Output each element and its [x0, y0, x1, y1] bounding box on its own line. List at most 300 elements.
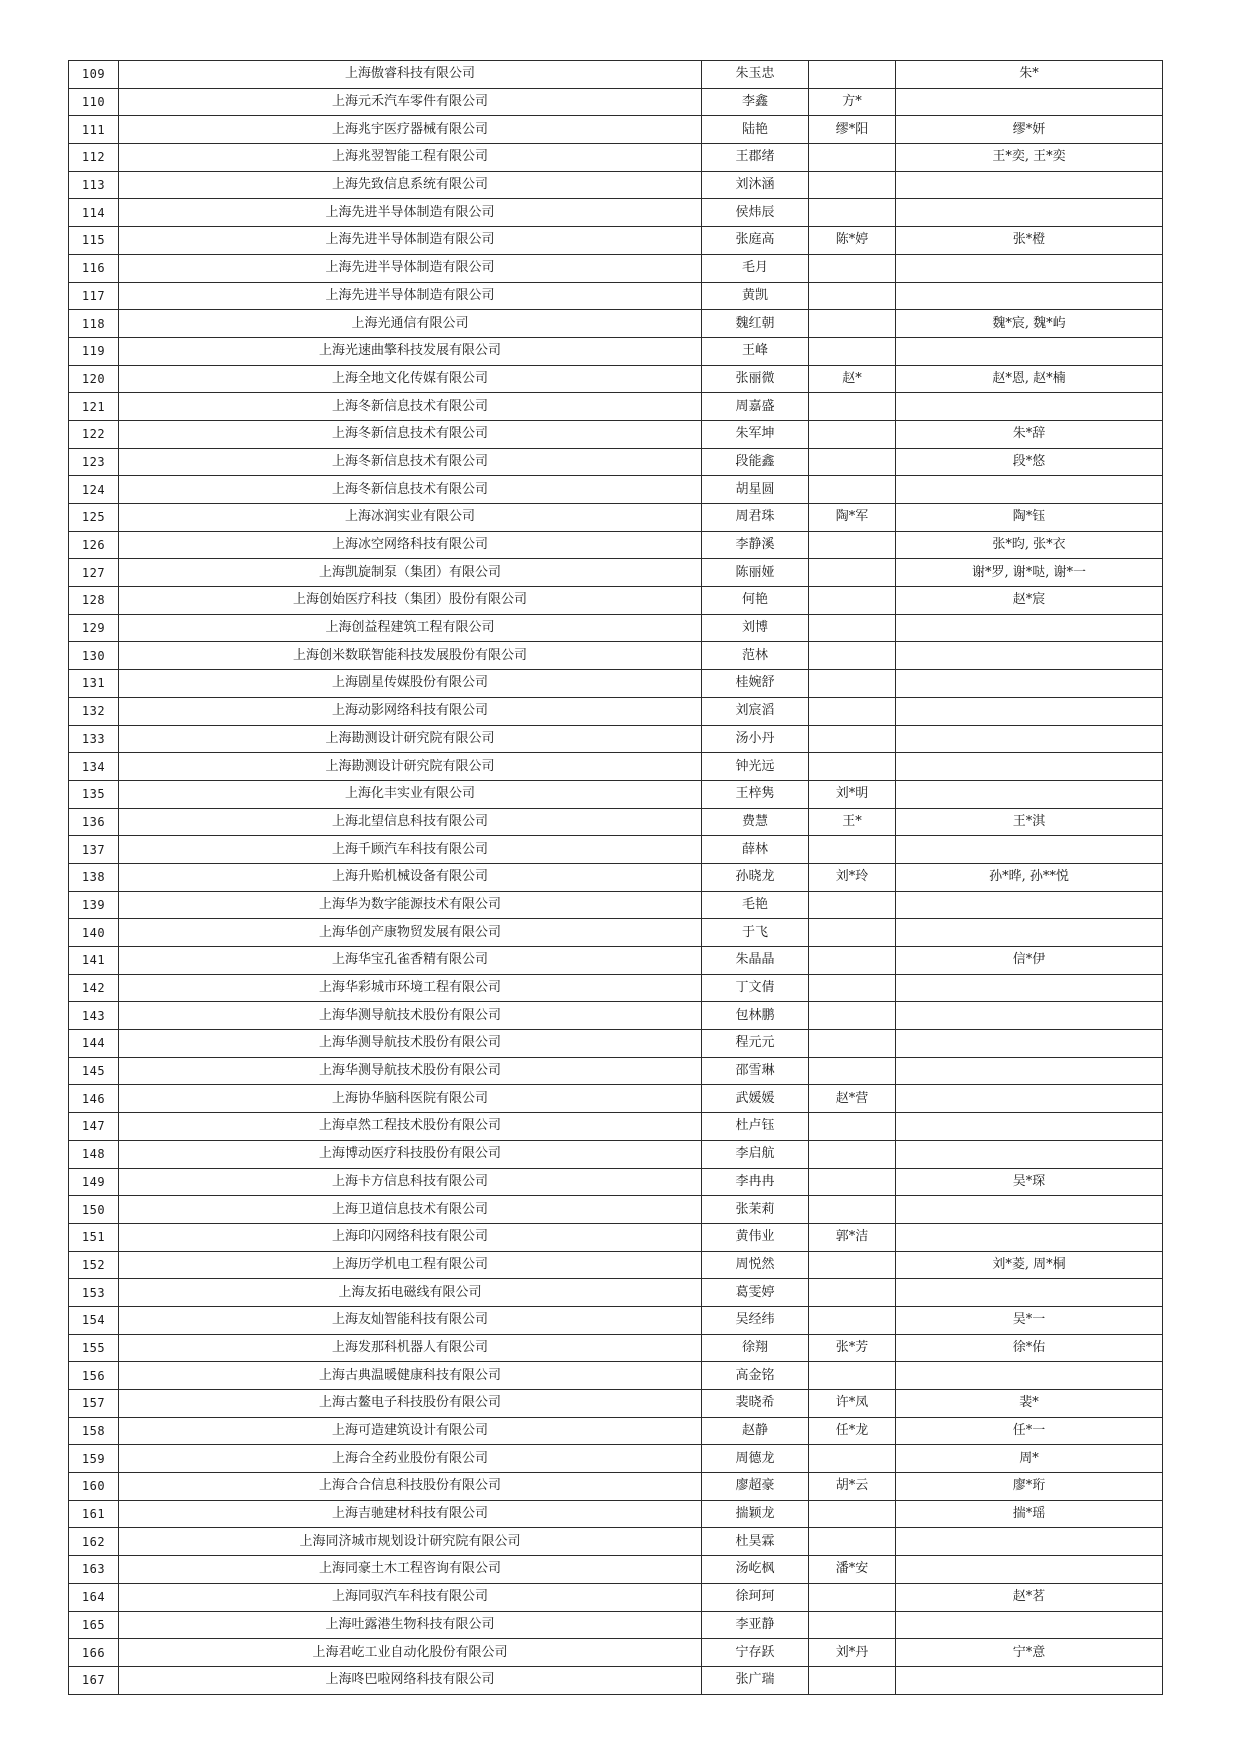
row-number-cell: 146	[69, 1085, 119, 1113]
person-name-cell: 于飞	[702, 919, 809, 947]
company-name-cell: 上海华宝孔雀香精有限公司	[119, 947, 702, 975]
row-number-cell: 156	[69, 1362, 119, 1390]
person-name-cell: 高金铭	[702, 1362, 809, 1390]
table-row	[69, 1556, 1163, 1584]
children-names-cell	[896, 88, 1163, 116]
row-number-cell: 163	[69, 1556, 119, 1584]
person-name-cell: 邵雪琳	[702, 1057, 809, 1085]
table-row	[69, 1334, 1163, 1362]
company-name-cell: 上海剧星传媒股份有限公司	[119, 670, 702, 698]
table-row	[69, 587, 1163, 615]
children-names-cell	[896, 919, 1163, 947]
company-name-cell: 上海冰空网络科技有限公司	[119, 531, 702, 559]
person-name-cell: 周悦然	[702, 1251, 809, 1279]
spouse-name-cell	[809, 891, 896, 919]
spouse-name-cell: 陈*婷	[809, 227, 896, 255]
person-name-cell: 徐翔	[702, 1334, 809, 1362]
spouse-name-cell: 王*	[809, 808, 896, 836]
company-name-cell: 上海动影网络科技有限公司	[119, 697, 702, 725]
person-name-cell: 宁存跃	[702, 1639, 809, 1667]
spouse-name-cell	[809, 1196, 896, 1224]
person-name-cell: 钟光远	[702, 753, 809, 781]
company-name-cell: 上海创始医疗科技（集团）股份有限公司	[119, 587, 702, 615]
spouse-name-cell	[809, 1362, 896, 1390]
row-number-cell: 122	[69, 420, 119, 448]
table-row	[69, 891, 1163, 919]
person-name-cell: 费慧	[702, 808, 809, 836]
spouse-name-cell	[809, 1583, 896, 1611]
row-number-cell: 136	[69, 808, 119, 836]
spouse-name-cell: 刘*丹	[809, 1639, 896, 1667]
row-number-cell: 126	[69, 531, 119, 559]
company-name-cell: 上海卫道信息技术有限公司	[119, 1196, 702, 1224]
table-row	[69, 808, 1163, 836]
company-name-cell: 上海古鳌电子科技股份有限公司	[119, 1390, 702, 1418]
row-number-cell: 148	[69, 1140, 119, 1168]
company-name-cell: 上海合合信息科技股份有限公司	[119, 1473, 702, 1501]
table-row	[69, 974, 1163, 1002]
person-name-cell: 侯炜辰	[702, 199, 809, 227]
person-name-cell: 王峰	[702, 337, 809, 365]
children-names-cell: 宁*意	[896, 1639, 1163, 1667]
table-row	[69, 1390, 1163, 1418]
person-name-cell: 汤小丹	[702, 725, 809, 753]
roster-table-body	[69, 61, 1163, 1695]
row-number-cell: 124	[69, 476, 119, 504]
company-name-cell: 上海友拓电磁线有限公司	[119, 1279, 702, 1307]
person-name-cell: 黄伟业	[702, 1223, 809, 1251]
person-name-cell: 张丽微	[702, 365, 809, 393]
children-names-cell	[896, 891, 1163, 919]
children-names-cell	[896, 1223, 1163, 1251]
children-names-cell: 孙*晔, 孙**悦	[896, 863, 1163, 891]
row-number-cell: 118	[69, 310, 119, 338]
row-number-cell: 160	[69, 1473, 119, 1501]
row-number-cell: 166	[69, 1639, 119, 1667]
children-names-cell: 廖*珩	[896, 1473, 1163, 1501]
table-row	[69, 1473, 1163, 1501]
table-row	[69, 780, 1163, 808]
person-name-cell: 丁文倩	[702, 974, 809, 1002]
row-number-cell: 134	[69, 753, 119, 781]
spouse-name-cell: 缪*阳	[809, 116, 896, 144]
person-name-cell: 何艳	[702, 587, 809, 615]
table-row	[69, 697, 1163, 725]
spouse-name-cell	[809, 947, 896, 975]
table-row	[69, 144, 1163, 172]
children-names-cell: 魏*宸, 魏*屿	[896, 310, 1163, 338]
table-row	[69, 1500, 1163, 1528]
table-row	[69, 254, 1163, 282]
children-names-cell: 陶*钰	[896, 504, 1163, 532]
row-number-cell: 144	[69, 1030, 119, 1058]
person-name-cell: 毛艳	[702, 891, 809, 919]
person-name-cell: 王梓隽	[702, 780, 809, 808]
row-number-cell: 120	[69, 365, 119, 393]
children-names-cell	[896, 614, 1163, 642]
company-name-cell: 上海先进半导体制造有限公司	[119, 199, 702, 227]
table-row	[69, 1168, 1163, 1196]
spouse-name-cell	[809, 1140, 896, 1168]
spouse-name-cell	[809, 1057, 896, 1085]
company-name-cell: 上海发那科机器人有限公司	[119, 1334, 702, 1362]
company-name-cell: 上海兆翌智能工程有限公司	[119, 144, 702, 172]
row-number-cell: 152	[69, 1251, 119, 1279]
table-row	[69, 1417, 1163, 1445]
company-name-cell: 上海咚巴啦网络科技有限公司	[119, 1666, 702, 1694]
row-number-cell: 159	[69, 1445, 119, 1473]
row-number-cell: 117	[69, 282, 119, 310]
company-name-cell: 上海同豪土木工程咨询有限公司	[119, 1556, 702, 1584]
company-name-cell: 上海升贻机械设备有限公司	[119, 863, 702, 891]
company-name-cell: 上海华测导航技术股份有限公司	[119, 1030, 702, 1058]
company-name-cell: 上海傲睿科技有限公司	[119, 61, 702, 89]
row-number-cell: 110	[69, 88, 119, 116]
person-name-cell: 薛林	[702, 836, 809, 864]
spouse-name-cell	[809, 1002, 896, 1030]
spouse-name-cell	[809, 919, 896, 947]
company-name-cell: 上海吐露港生物科技有限公司	[119, 1611, 702, 1639]
children-names-cell	[896, 1140, 1163, 1168]
person-name-cell: 张广瑞	[702, 1666, 809, 1694]
row-number-cell: 141	[69, 947, 119, 975]
table-row	[69, 365, 1163, 393]
person-name-cell: 范林	[702, 642, 809, 670]
row-number-cell: 121	[69, 393, 119, 421]
company-name-cell: 上海千顾汽车科技有限公司	[119, 836, 702, 864]
children-names-cell	[896, 780, 1163, 808]
spouse-name-cell	[809, 697, 896, 725]
row-number-cell: 127	[69, 559, 119, 587]
table-row	[69, 531, 1163, 559]
row-number-cell: 138	[69, 863, 119, 891]
company-name-cell: 上海卓然工程技术股份有限公司	[119, 1113, 702, 1141]
company-name-cell: 上海博动医疗科技股份有限公司	[119, 1140, 702, 1168]
company-name-cell: 上海印闪网络科技有限公司	[119, 1223, 702, 1251]
spouse-name-cell	[809, 476, 896, 504]
spouse-name-cell: 赵*	[809, 365, 896, 393]
spouse-name-cell	[809, 1666, 896, 1694]
table-row	[69, 559, 1163, 587]
company-name-cell: 上海凯旋制泵（集团）有限公司	[119, 559, 702, 587]
spouse-name-cell	[809, 559, 896, 587]
children-names-cell: 信*伊	[896, 947, 1163, 975]
table-row	[69, 504, 1163, 532]
spouse-name-cell	[809, 836, 896, 864]
company-name-cell: 上海华为数字能源技术有限公司	[119, 891, 702, 919]
person-name-cell: 陆艳	[702, 116, 809, 144]
person-name-cell: 朱玉忠	[702, 61, 809, 89]
table-row	[69, 753, 1163, 781]
company-name-cell: 上海卡方信息科技有限公司	[119, 1168, 702, 1196]
company-name-cell: 上海华彩城市环境工程有限公司	[119, 974, 702, 1002]
spouse-name-cell	[809, 531, 896, 559]
children-names-cell	[896, 670, 1163, 698]
row-number-cell: 129	[69, 614, 119, 642]
children-names-cell	[896, 199, 1163, 227]
company-name-cell: 上海华创产康物贸发展有限公司	[119, 919, 702, 947]
person-name-cell: 张庭高	[702, 227, 809, 255]
person-name-cell: 王郡绪	[702, 144, 809, 172]
table-row	[69, 337, 1163, 365]
table-row	[69, 116, 1163, 144]
row-number-cell: 150	[69, 1196, 119, 1224]
children-names-cell	[896, 1611, 1163, 1639]
person-name-cell: 李冉冉	[702, 1168, 809, 1196]
row-number-cell: 145	[69, 1057, 119, 1085]
children-names-cell	[896, 1666, 1163, 1694]
person-name-cell: 刘沐涵	[702, 171, 809, 199]
person-name-cell: 李静溪	[702, 531, 809, 559]
spouse-name-cell	[809, 61, 896, 89]
row-number-cell: 132	[69, 697, 119, 725]
company-name-cell: 上海吉驰建材科技有限公司	[119, 1500, 702, 1528]
children-names-cell	[896, 1113, 1163, 1141]
row-number-cell: 161	[69, 1500, 119, 1528]
row-number-cell: 151	[69, 1223, 119, 1251]
children-names-cell: 吴*一	[896, 1306, 1163, 1334]
table-row	[69, 1279, 1163, 1307]
children-names-cell	[896, 836, 1163, 864]
person-name-cell: 魏红朝	[702, 310, 809, 338]
table-row	[69, 393, 1163, 421]
person-name-cell: 杜卢钰	[702, 1113, 809, 1141]
spouse-name-cell	[809, 254, 896, 282]
person-name-cell: 武媛媛	[702, 1085, 809, 1113]
company-name-cell: 上海古典温暖健康科技有限公司	[119, 1362, 702, 1390]
company-name-cell: 上海可造建筑设计有限公司	[119, 1417, 702, 1445]
row-number-cell: 154	[69, 1306, 119, 1334]
children-names-cell: 王*奕, 王*奕	[896, 144, 1163, 172]
company-name-cell: 上海冬新信息技术有限公司	[119, 476, 702, 504]
spouse-name-cell	[809, 642, 896, 670]
table-row	[69, 310, 1163, 338]
table-row	[69, 725, 1163, 753]
table-row	[69, 1528, 1163, 1556]
company-name-cell: 上海兆宇医疗器械有限公司	[119, 116, 702, 144]
spouse-name-cell	[809, 1500, 896, 1528]
children-names-cell	[896, 254, 1163, 282]
company-name-cell: 上海北望信息科技有限公司	[119, 808, 702, 836]
children-names-cell: 王*淇	[896, 808, 1163, 836]
person-name-cell: 裴晓希	[702, 1390, 809, 1418]
spouse-name-cell	[809, 1445, 896, 1473]
company-name-cell: 上海创益程建筑工程有限公司	[119, 614, 702, 642]
table-row	[69, 1666, 1163, 1694]
table-row	[69, 1085, 1163, 1113]
person-name-cell: 包林鹏	[702, 1002, 809, 1030]
row-number-cell: 147	[69, 1113, 119, 1141]
children-names-cell	[896, 171, 1163, 199]
table-row	[69, 476, 1163, 504]
person-name-cell: 段能鑫	[702, 448, 809, 476]
company-name-cell: 上海华测导航技术股份有限公司	[119, 1057, 702, 1085]
table-row	[69, 1251, 1163, 1279]
children-names-cell	[896, 725, 1163, 753]
person-name-cell: 李鑫	[702, 88, 809, 116]
person-name-cell: 刘宸滔	[702, 697, 809, 725]
spouse-name-cell: 刘*玲	[809, 863, 896, 891]
table-row	[69, 282, 1163, 310]
row-number-cell: 137	[69, 836, 119, 864]
row-number-cell: 164	[69, 1583, 119, 1611]
company-name-cell: 上海同济城市规划设计研究院有限公司	[119, 1528, 702, 1556]
person-name-cell: 黄凯	[702, 282, 809, 310]
row-number-cell: 112	[69, 144, 119, 172]
children-names-cell: 徐*佑	[896, 1334, 1163, 1362]
company-name-cell: 上海冬新信息技术有限公司	[119, 393, 702, 421]
table-row	[69, 1223, 1163, 1251]
spouse-name-cell	[809, 614, 896, 642]
table-row	[69, 614, 1163, 642]
person-name-cell: 汤屹枫	[702, 1556, 809, 1584]
spouse-name-cell: 方*	[809, 88, 896, 116]
table-row	[69, 670, 1163, 698]
children-names-cell	[896, 337, 1163, 365]
table-row	[69, 171, 1163, 199]
spouse-name-cell: 胡*云	[809, 1473, 896, 1501]
spouse-name-cell	[809, 587, 896, 615]
table-row	[69, 1140, 1163, 1168]
company-name-cell: 上海历学机电工程有限公司	[119, 1251, 702, 1279]
table-row	[69, 448, 1163, 476]
spouse-name-cell	[809, 393, 896, 421]
children-names-cell: 朱*	[896, 61, 1163, 89]
person-name-cell: 李亚静	[702, 1611, 809, 1639]
children-names-cell	[896, 1030, 1163, 1058]
spouse-name-cell	[809, 1528, 896, 1556]
spouse-name-cell	[809, 1611, 896, 1639]
row-number-cell: 114	[69, 199, 119, 227]
person-name-cell: 周德龙	[702, 1445, 809, 1473]
person-name-cell: 周君珠	[702, 504, 809, 532]
spouse-name-cell	[809, 670, 896, 698]
person-name-cell: 朱晶晶	[702, 947, 809, 975]
company-name-cell: 上海全地文化传媒有限公司	[119, 365, 702, 393]
row-number-cell: 143	[69, 1002, 119, 1030]
person-name-cell: 葛雯婷	[702, 1279, 809, 1307]
children-names-cell: 朱*辞	[896, 420, 1163, 448]
person-name-cell: 赵静	[702, 1417, 809, 1445]
company-name-cell: 上海光通信有限公司	[119, 310, 702, 338]
children-names-cell	[896, 393, 1163, 421]
row-number-cell: 116	[69, 254, 119, 282]
children-names-cell	[896, 282, 1163, 310]
spouse-name-cell: 潘*安	[809, 1556, 896, 1584]
children-names-cell: 赵*恩, 赵*楠	[896, 365, 1163, 393]
row-number-cell: 113	[69, 171, 119, 199]
row-number-cell: 155	[69, 1334, 119, 1362]
table-row	[69, 88, 1163, 116]
spouse-name-cell	[809, 1279, 896, 1307]
spouse-name-cell	[809, 1030, 896, 1058]
company-name-cell: 上海冬新信息技术有限公司	[119, 448, 702, 476]
children-names-cell	[896, 476, 1163, 504]
row-number-cell: 125	[69, 504, 119, 532]
children-names-cell	[896, 1279, 1163, 1307]
company-name-cell: 上海先进半导体制造有限公司	[119, 282, 702, 310]
person-name-cell: 揣颖龙	[702, 1500, 809, 1528]
person-name-cell: 桂婉舒	[702, 670, 809, 698]
children-names-cell: 周*	[896, 1445, 1163, 1473]
person-name-cell: 刘博	[702, 614, 809, 642]
table-row	[69, 1611, 1163, 1639]
table-row	[69, 1113, 1163, 1141]
table-row	[69, 1639, 1163, 1667]
table-row	[69, 1030, 1163, 1058]
spouse-name-cell: 赵*营	[809, 1085, 896, 1113]
children-names-cell: 张*橙	[896, 227, 1163, 255]
spouse-name-cell	[809, 1113, 896, 1141]
company-name-cell: 上海创米数联智能科技发展股份有限公司	[119, 642, 702, 670]
children-names-cell	[896, 1085, 1163, 1113]
row-number-cell: 131	[69, 670, 119, 698]
spouse-name-cell	[809, 1306, 896, 1334]
spouse-name-cell	[809, 144, 896, 172]
row-number-cell: 149	[69, 1168, 119, 1196]
table-row	[69, 1306, 1163, 1334]
row-number-cell: 167	[69, 1666, 119, 1694]
row-number-cell: 111	[69, 116, 119, 144]
company-name-cell: 上海同驭汽车科技有限公司	[119, 1583, 702, 1611]
person-name-cell: 张茉莉	[702, 1196, 809, 1224]
children-names-cell	[896, 642, 1163, 670]
row-number-cell: 158	[69, 1417, 119, 1445]
row-number-cell: 130	[69, 642, 119, 670]
person-name-cell: 程元元	[702, 1030, 809, 1058]
spouse-name-cell	[809, 725, 896, 753]
company-name-cell: 上海先进半导体制造有限公司	[119, 227, 702, 255]
spouse-name-cell	[809, 753, 896, 781]
row-number-cell: 165	[69, 1611, 119, 1639]
row-number-cell: 157	[69, 1390, 119, 1418]
table-row	[69, 1445, 1163, 1473]
table-row	[69, 642, 1163, 670]
table-row	[69, 420, 1163, 448]
company-name-cell: 上海君屹工业自动化股份有限公司	[119, 1639, 702, 1667]
company-name-cell: 上海华测导航技术股份有限公司	[119, 1002, 702, 1030]
children-names-cell: 谢*罗, 谢*哒, 谢*一	[896, 559, 1163, 587]
children-names-cell: 刘*菱, 周*桐	[896, 1251, 1163, 1279]
children-names-cell: 吴*琛	[896, 1168, 1163, 1196]
company-name-cell: 上海冰润实业有限公司	[119, 504, 702, 532]
table-row	[69, 1362, 1163, 1390]
table-row	[69, 947, 1163, 975]
row-number-cell: 153	[69, 1279, 119, 1307]
table-row	[69, 61, 1163, 89]
person-name-cell: 杜昊霖	[702, 1528, 809, 1556]
children-names-cell: 缪*妍	[896, 116, 1163, 144]
company-name-cell: 上海元禾汽车零件有限公司	[119, 88, 702, 116]
company-name-cell: 上海先致信息系统有限公司	[119, 171, 702, 199]
company-name-cell: 上海合全药业股份有限公司	[119, 1445, 702, 1473]
row-number-cell: 128	[69, 587, 119, 615]
children-names-cell: 张*昀, 张*衣	[896, 531, 1163, 559]
spouse-name-cell	[809, 171, 896, 199]
children-names-cell: 赵*茗	[896, 1583, 1163, 1611]
row-number-cell: 109	[69, 61, 119, 89]
person-name-cell: 周嘉盛	[702, 393, 809, 421]
children-names-cell	[896, 1362, 1163, 1390]
person-name-cell: 吴经纬	[702, 1306, 809, 1334]
company-name-cell: 上海友灿智能科技有限公司	[119, 1306, 702, 1334]
table-row	[69, 863, 1163, 891]
children-names-cell: 任*一	[896, 1417, 1163, 1445]
person-name-cell: 胡星圆	[702, 476, 809, 504]
document-page	[68, 60, 1162, 1695]
row-number-cell: 140	[69, 919, 119, 947]
row-number-cell: 123	[69, 448, 119, 476]
